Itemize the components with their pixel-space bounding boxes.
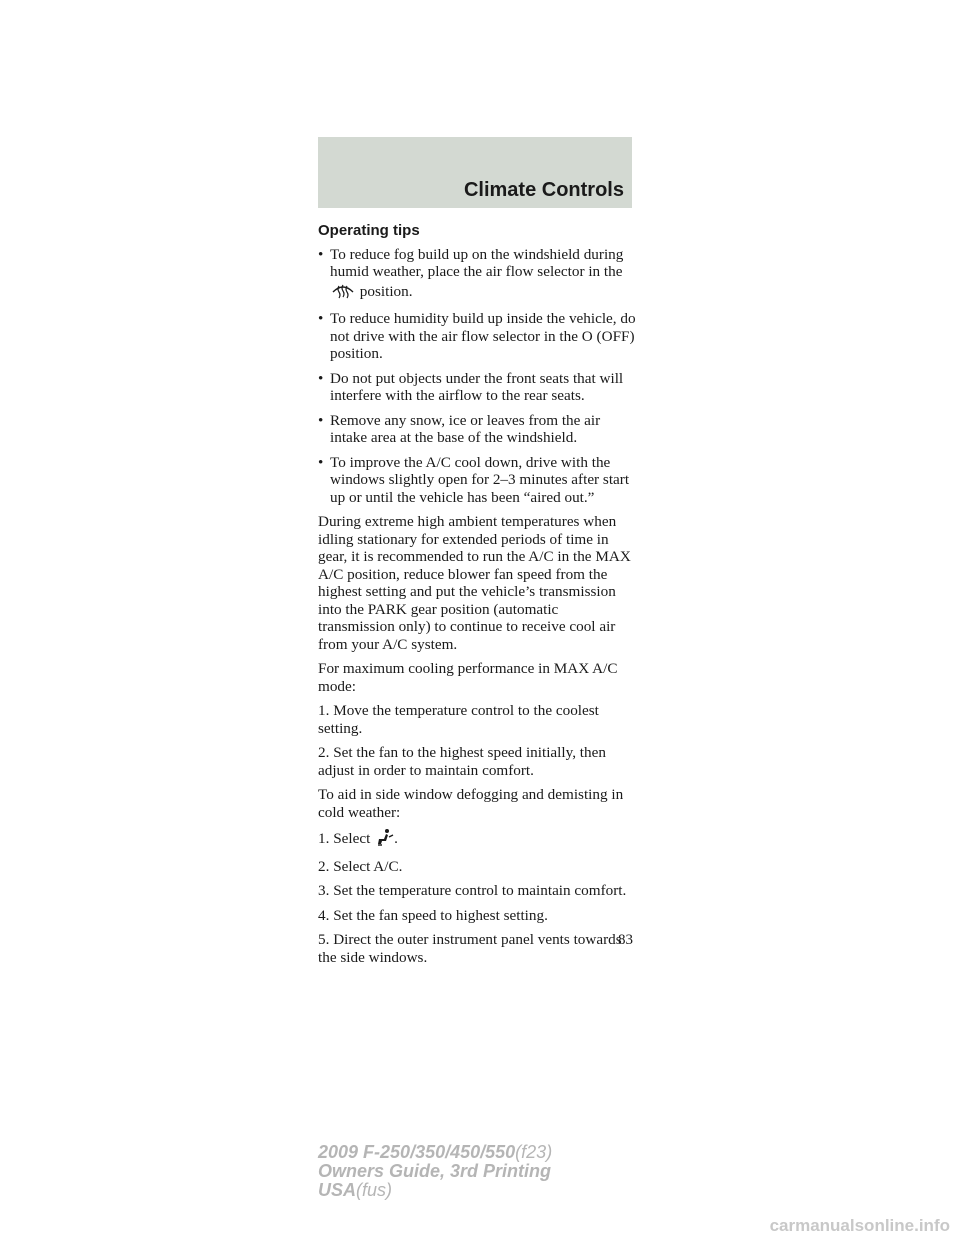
site-watermark: carmanualsonline.info: [769, 1216, 950, 1235]
bullet-1-text-pre: To reduce fog build up on the windshield during humid weather, place the air flow selector in the: [330, 245, 624, 280]
max-ac-step-2: 2. Set the fan to the highest speed initially, then adjust in order to maintain comfort.: [318, 744, 606, 779]
list-item: • To reduce humidity build up inside the vehicle, do not drive with the air flow selector in the O (OFF) position.: [318, 310, 638, 363]
defog-step-2: 2. Select A/C.: [318, 857, 403, 875]
tips-list: [318, 246, 638, 507]
max-ac-intro: For maximum cooling performance in MAX A/C mode:: [318, 660, 618, 695]
defog-step-5: 5. Direct the outer instrument panel vents towards the side windows.: [318, 931, 622, 966]
section-header-band: [318, 137, 632, 208]
list-item: • To improve the A/C cool down, drive with the windows slightly open for 2–3 minutes after start up or until the vehicle has been “aired out.”: [318, 454, 638, 507]
max-ac-step-1: 1. Move the temperature control to the coolest setting.: [318, 702, 599, 737]
page-number: 83: [618, 932, 633, 948]
floor-panel-airflow-icon: [374, 828, 394, 851]
defog-step-4: 4. Set the fan speed to highest setting.: [318, 906, 548, 924]
bullet-1-text-post: position.: [359, 282, 413, 300]
defog-step-1-pre: 1. Select: [318, 830, 371, 847]
section-title: Climate Controls: [463, 179, 624, 201]
list-item: • Remove any snow, ice or leaves from the air intake area at the base of the windshield.: [318, 412, 638, 447]
operating-tips-heading: Operating tips: [318, 222, 420, 239]
defrost-icon: [330, 281, 356, 304]
defog-step-1: [318, 828, 638, 851]
footer-model: 2009 F-250/350/450/550: [318, 1142, 516, 1162]
footer-model-code: (f23): [515, 1142, 553, 1162]
footer-line-1: [318, 1143, 552, 1162]
defog-step-1-post: .: [394, 830, 398, 847]
print-footer: [318, 1143, 552, 1200]
footer-line-2: Owners Guide, 3rd Printing: [318, 1161, 552, 1181]
list-item: • Do not put objects under the front seats that will interfere with the airflow to the rear seats.: [318, 370, 638, 405]
defog-step-3: 3. Set the temperature control to maintain comfort.: [318, 882, 627, 899]
page-content: [318, 222, 638, 973]
list-item: [318, 246, 638, 304]
footer-region-code: (fus): [356, 1180, 393, 1200]
footer-line-3: [318, 1181, 552, 1200]
extreme-temperature-paragraph: During extreme high ambient temperatures when idling stationary for extended periods of time in gear, it is recommended to run the A/C in the MAX A/C position, reduce blower fan speed from the highest setting and put the vehicle’s transmission into the PARK gear position (automatic transmission only) to continue to receive cool air from your A/C system.: [318, 513, 631, 653]
footer-region: USA: [318, 1180, 357, 1200]
defog-intro: To aid in side window defogging and demisting in cold weather:: [318, 786, 624, 821]
